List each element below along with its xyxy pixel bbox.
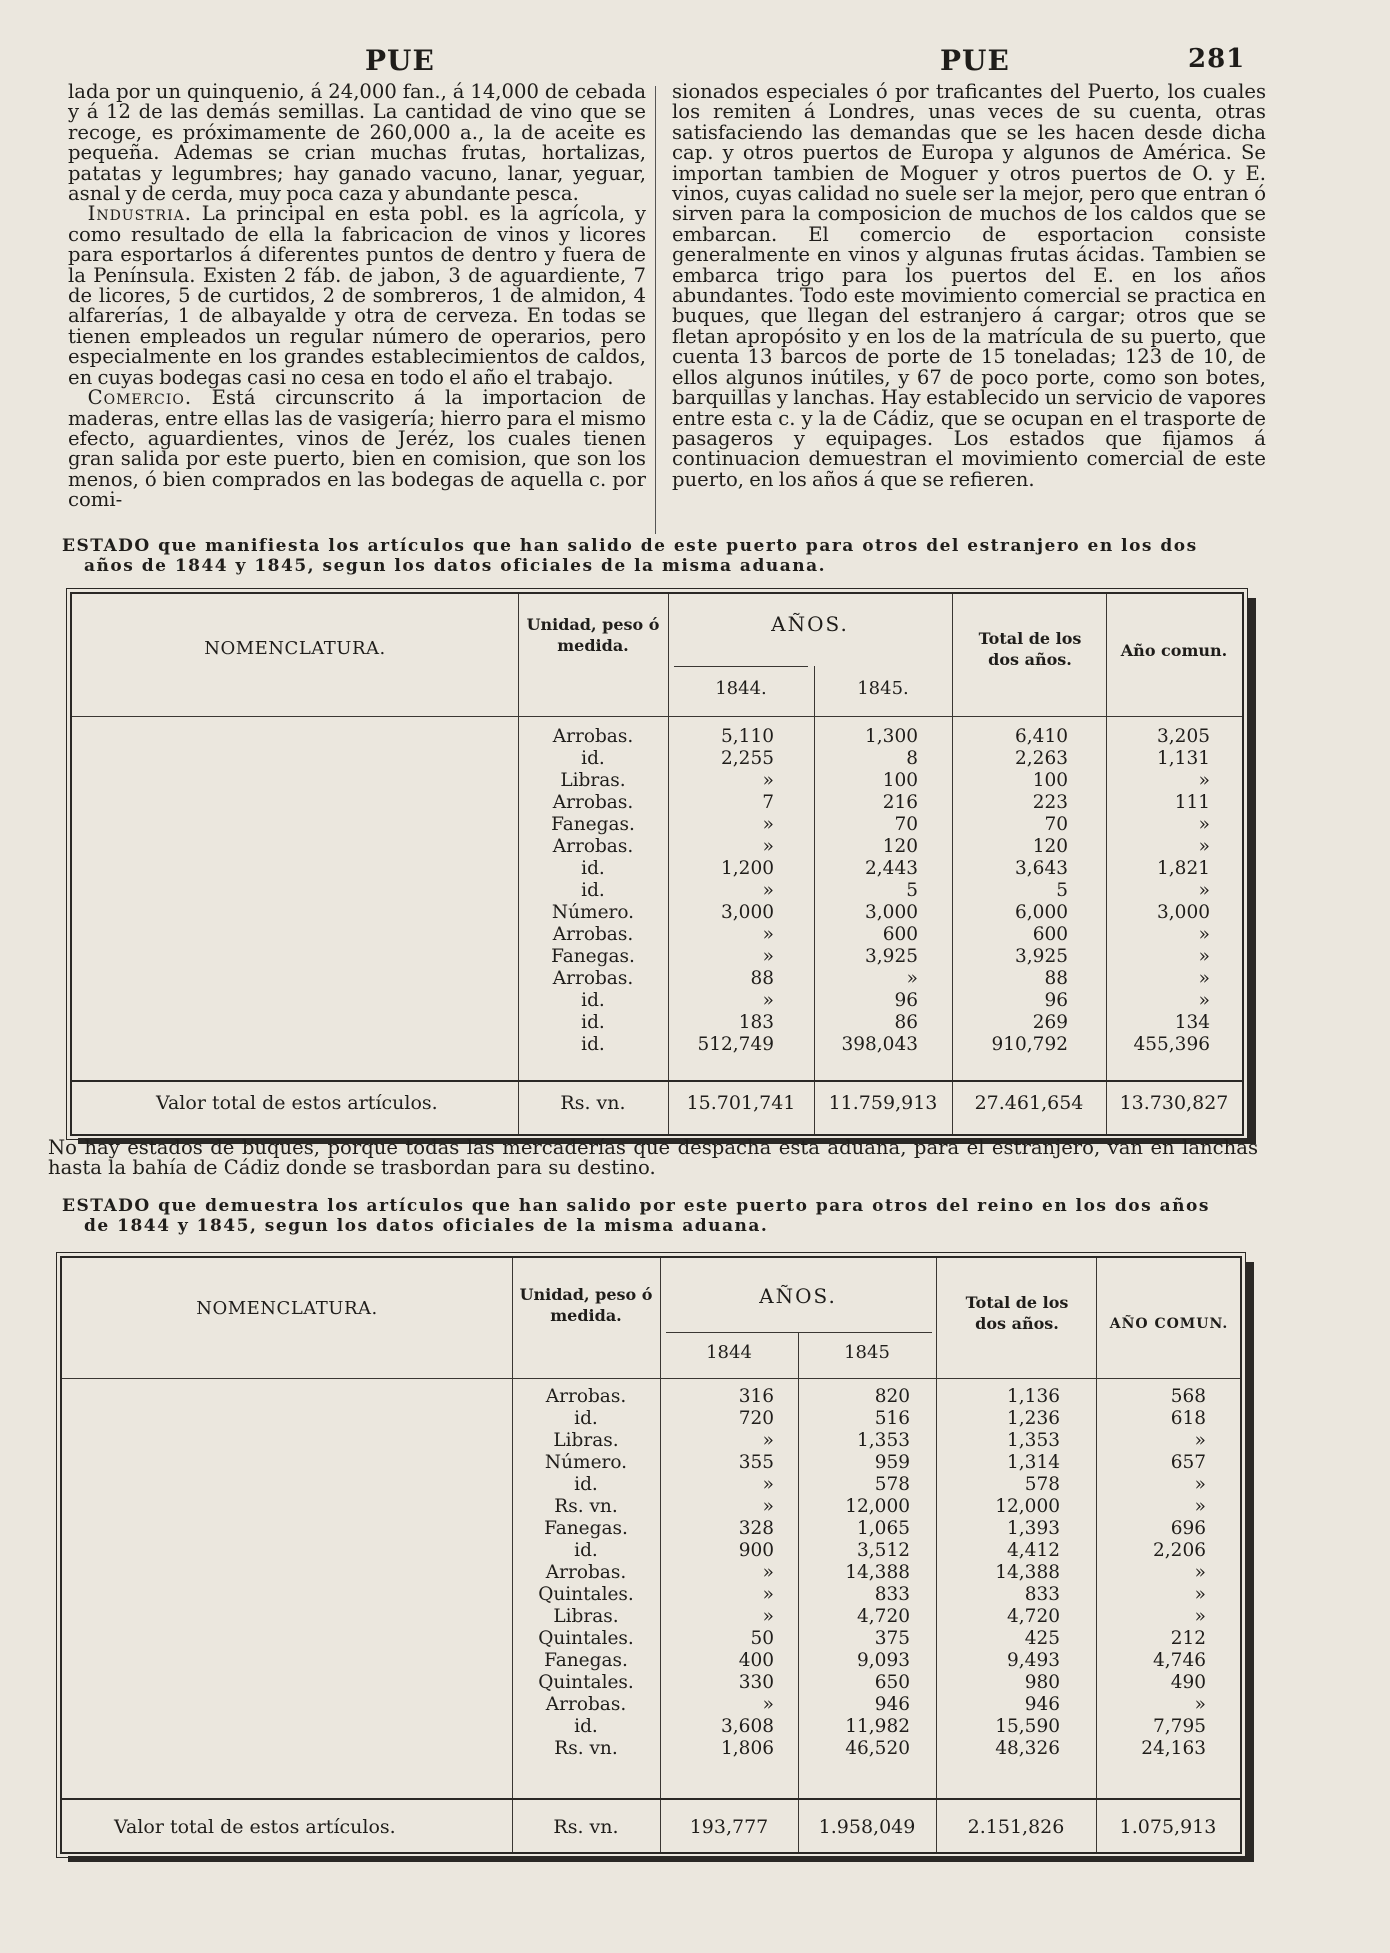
row-unit: id. bbox=[574, 1408, 598, 1429]
row-unit: Rs. vn. bbox=[554, 1738, 618, 1759]
row-1845: 3,512 bbox=[857, 1540, 910, 1561]
row-total: 1,353 bbox=[1007, 1430, 1060, 1451]
row-comun: 490 bbox=[1170, 1672, 1206, 1693]
row-comun: » bbox=[1198, 990, 1210, 1011]
row-comun: 4,746 bbox=[1153, 1650, 1206, 1671]
table-row bbox=[62, 1518, 1240, 1540]
row-unit: Arrobas. bbox=[545, 1562, 627, 1583]
row-total: 578 bbox=[1024, 1474, 1060, 1495]
row-unit: Arrobas. bbox=[545, 1694, 627, 1715]
row-comun: » bbox=[1194, 1474, 1206, 1495]
row-unit: Número. bbox=[551, 902, 635, 923]
row-1844: 900 bbox=[738, 1540, 774, 1561]
row-1845: 4,720 bbox=[857, 1606, 910, 1627]
row-total: 980 bbox=[1024, 1672, 1060, 1693]
row-1844: 88 bbox=[750, 968, 774, 989]
table2-header-1845: 1845 bbox=[844, 1342, 890, 1363]
row-total: 910,792 bbox=[991, 1034, 1068, 1055]
page-number: 281 bbox=[1188, 44, 1246, 74]
table1-header-total: Total de los dos años. bbox=[978, 629, 1082, 669]
row-unit: Arrobas. bbox=[545, 1386, 627, 1407]
row-1845: 516 bbox=[874, 1408, 910, 1429]
row-comun: 3,000 bbox=[1157, 902, 1210, 923]
table-row bbox=[62, 1452, 1240, 1474]
row-1845: 1,353 bbox=[857, 1430, 910, 1451]
row-unit: Libras. bbox=[560, 770, 626, 791]
row-total: 6,410 bbox=[1015, 726, 1068, 747]
table2-total-sum: 2.151,826 bbox=[967, 1816, 1065, 1838]
table2-total-unit: Rs. vn. bbox=[553, 1816, 619, 1838]
table2-header-comun: AÑO COMUN. bbox=[1109, 1316, 1229, 1332]
row-comun: 618 bbox=[1170, 1408, 1206, 1429]
row-1845: 375 bbox=[874, 1628, 910, 1649]
table-row bbox=[72, 792, 1242, 814]
row-1845: 3,925 bbox=[865, 946, 918, 967]
table2-caption-line1: ESTADO que demuestra los artículos que han salido por este puerto para otros del reino en los dos años bbox=[62, 1196, 1210, 1216]
row-unit: Número. bbox=[544, 1452, 628, 1473]
table-row bbox=[62, 1408, 1240, 1430]
table2-header-unidad: Unidad, peso ó medida. bbox=[519, 1285, 653, 1325]
row-comun: » bbox=[1194, 1430, 1206, 1451]
row-1845: 398,043 bbox=[841, 1034, 918, 1055]
row-total: 269 bbox=[1032, 1012, 1068, 1033]
row-total: 600 bbox=[1032, 924, 1068, 945]
row-1844: 1,200 bbox=[721, 858, 774, 879]
table-row bbox=[62, 1386, 1240, 1408]
row-1844: » bbox=[762, 1606, 774, 1627]
row-1845: 86 bbox=[894, 1012, 918, 1033]
table1-caption-line1: ESTADO que manifiesta los artículos que han salido de este puerto para otros del estranjero en los dos bbox=[62, 536, 1198, 556]
table2-header-anos: AÑOS. bbox=[759, 1284, 837, 1308]
row-1845: 46,520 bbox=[845, 1738, 910, 1759]
row-1844: 330 bbox=[738, 1672, 774, 1693]
row-1845: 833 bbox=[874, 1584, 910, 1605]
row-unit: id. bbox=[574, 1716, 598, 1737]
row-1845: 578 bbox=[874, 1474, 910, 1495]
row-comun: » bbox=[1194, 1606, 1206, 1627]
row-comun: » bbox=[1198, 880, 1210, 901]
section-head-comercio: Comercio. bbox=[87, 386, 193, 410]
row-1845: 820 bbox=[874, 1386, 910, 1407]
row-1844: » bbox=[762, 836, 774, 857]
row-unit: Libras. bbox=[553, 1430, 619, 1451]
row-total: 223 bbox=[1032, 792, 1068, 813]
row-unit: id. bbox=[581, 858, 605, 879]
row-1844: 316 bbox=[738, 1386, 774, 1407]
table-row bbox=[62, 1562, 1240, 1584]
table2-total-comun: 1.075,913 bbox=[1119, 1816, 1217, 1838]
table1-header-1845: 1845. bbox=[857, 678, 909, 699]
row-1844: 400 bbox=[738, 1650, 774, 1671]
row-1844: » bbox=[762, 1430, 774, 1451]
row-total: 48,326 bbox=[995, 1738, 1060, 1759]
row-total: 88 bbox=[1044, 968, 1068, 989]
row-total: 100 bbox=[1032, 770, 1068, 791]
paragraph-produccion: lada por un quinquenio, á 24,000 fan., á 14,000 de cebada y á 12 de las demás semillas. La cantidad de vino que se recoge, es próximamente de 260,000 a., la de aceite es pequeña. Ademas se crian muchas frutas, hortalizas, patatas y legumbres; hay ganado vacuno, lanar, yeguar, asnal y de cerda, muy poca caza y abundante pesca. bbox=[68, 80, 646, 206]
row-total: 3,643 bbox=[1015, 858, 1068, 879]
table2-total-1844: 193,777 bbox=[689, 1816, 769, 1838]
row-1845: 100 bbox=[882, 770, 918, 791]
table2-header-total: Total de los dos años. bbox=[965, 1293, 1069, 1333]
row-1845: 9,093 bbox=[857, 1650, 910, 1671]
table1-header-comun: Año comun. bbox=[1120, 641, 1228, 660]
table1-export-foreign bbox=[70, 592, 1244, 1136]
row-1844: » bbox=[762, 1474, 774, 1495]
row-comun: » bbox=[1194, 1584, 1206, 1605]
table1-caption bbox=[62, 536, 1262, 576]
row-1844: » bbox=[762, 924, 774, 945]
running-header-center: PUE bbox=[940, 44, 1010, 77]
table1-total-1845: 11.759,913 bbox=[828, 1092, 938, 1114]
row-comun: 455,396 bbox=[1133, 1034, 1210, 1055]
row-1845: » bbox=[906, 968, 918, 989]
row-total: 425 bbox=[1024, 1628, 1060, 1649]
table-row bbox=[72, 836, 1242, 858]
row-unit: id. bbox=[574, 1540, 598, 1561]
row-comun: 134 bbox=[1174, 1012, 1210, 1033]
table-row bbox=[72, 1034, 1242, 1056]
section-head-industria: Industria. bbox=[87, 202, 192, 226]
paragraph-comercio-cont: sionados especiales ó por traficantes del Puerto, los cuales los remiten á Londres, unas veces de su cuenta, otras satisfaciendo las demandas que se les hacen desde dicha cap. y otros puertos de Europa y algunos de América. Se importan tambien de Moguer y otros puertos de O. y E. vinos, cuyas calidad no suele ser la mejor, pero que entran ó sirven para la composicion de muchos de los caldos que se embarcan. El comercio de esportacion consiste generalmente en vinos y algunas frutas ácidas. Tambien se embarca trigo para los puertos del E. en los años abundantes. Todo este movimiento comercial se practica en buques, que llegan del estranjero á cargar; otros que se fletan apropósito y en los de la matrícula de su puerto, que cuenta 13 barcos de porte de 15 toneladas; 123 de 10, de ellos algunos inútiles, y 67 de poco porte, como son botes, barquillas y lanchas. Hay establecido un servicio de vapores entre esta c. y la de Cádiz, que se ocupan en el trasporte de pasageros y equipages. Los estados que fijamos á continuacion demuestran el movimiento comercial de este puerto, en los años á que se refieren. bbox=[672, 80, 1266, 491]
row-comun: » bbox=[1198, 836, 1210, 857]
table2-caption-line2: de 1844 y 1845, segun los datos oficiales de la misma aduana. bbox=[84, 1216, 769, 1236]
row-1845: 1,065 bbox=[857, 1518, 910, 1539]
row-total: 1,236 bbox=[1007, 1408, 1060, 1429]
row-unit: Fanegas. bbox=[551, 814, 635, 835]
table-row bbox=[62, 1738, 1240, 1760]
table-row bbox=[72, 880, 1242, 902]
row-1845: 946 bbox=[874, 1694, 910, 1715]
row-comun: » bbox=[1194, 1562, 1206, 1583]
table-row bbox=[62, 1628, 1240, 1650]
row-total: 70 bbox=[1044, 814, 1068, 835]
row-1844: 5,110 bbox=[721, 726, 774, 747]
row-total: 6,000 bbox=[1015, 902, 1068, 923]
row-comun: 3,205 bbox=[1157, 726, 1210, 747]
table-row bbox=[62, 1694, 1240, 1716]
row-unit: Quintales. bbox=[538, 1584, 634, 1605]
row-unit: Arrobas. bbox=[552, 924, 634, 945]
table-row bbox=[72, 902, 1242, 924]
row-unit: id. bbox=[581, 990, 605, 1011]
row-1845: 600 bbox=[882, 924, 918, 945]
row-unit: Arrobas. bbox=[552, 836, 634, 857]
table1-header-nomenclatura: NOMENCLATURA. bbox=[204, 638, 386, 659]
row-1844: » bbox=[762, 1562, 774, 1583]
table-row bbox=[72, 1012, 1242, 1034]
row-1844: » bbox=[762, 880, 774, 901]
table-row bbox=[62, 1716, 1240, 1738]
row-total: 4,412 bbox=[1007, 1540, 1060, 1561]
row-1845: 11,982 bbox=[845, 1716, 910, 1737]
row-comun: 568 bbox=[1170, 1386, 1206, 1407]
table-row bbox=[62, 1672, 1240, 1694]
row-1845: 8 bbox=[906, 748, 918, 769]
row-comun: » bbox=[1198, 770, 1210, 791]
table-row bbox=[62, 1584, 1240, 1606]
row-unit: id. bbox=[581, 1012, 605, 1033]
table-row bbox=[72, 858, 1242, 880]
row-1845: 96 bbox=[894, 990, 918, 1011]
row-total: 1,314 bbox=[1007, 1452, 1060, 1473]
table2-export-kingdom bbox=[60, 1256, 1242, 1854]
row-1845: 120 bbox=[882, 836, 918, 857]
row-comun: 24,163 bbox=[1141, 1738, 1206, 1759]
row-1845: 5 bbox=[906, 880, 918, 901]
row-1844: » bbox=[762, 946, 774, 967]
row-unit: Fanegas. bbox=[544, 1518, 628, 1539]
row-1845: 12,000 bbox=[845, 1496, 910, 1517]
row-unit: Arrobas. bbox=[552, 792, 634, 813]
row-unit: Rs. vn. bbox=[554, 1496, 618, 1517]
industria-text: La principal en esta pobl. es la agrícola, y como resultado de ella la fabricacion de vinos y licores para esportarlos á diferentes puntos de dentro y fuera de la Península. Existen 2 fáb. de jabon, 3 de aguardiente, 7 de licores, 5 de curtidos, 2 de sombreros, 1 de almidon, 4 alfarerías, 1 de albayalde y otra de cerveza. En todas se tienen empleados un regular número de operarios, pero especialmente en los grandes establecimientos de caldos, en cuyas bodegas casi no cesa en todo el año el trabajo. bbox=[68, 202, 646, 389]
row-total: 1,393 bbox=[1007, 1518, 1060, 1539]
table1-header-unidad: Unidad, peso ó medida. bbox=[526, 615, 660, 655]
row-1844: » bbox=[762, 814, 774, 835]
row-1845: 70 bbox=[894, 814, 918, 835]
row-1844: 2,255 bbox=[721, 748, 774, 769]
table-row bbox=[62, 1430, 1240, 1452]
row-unit: id. bbox=[574, 1474, 598, 1495]
row-total: 120 bbox=[1032, 836, 1068, 857]
table-row bbox=[72, 770, 1242, 792]
row-1844: 1,806 bbox=[721, 1738, 774, 1759]
row-unit: id. bbox=[581, 880, 605, 901]
row-comun: 657 bbox=[1170, 1452, 1206, 1473]
row-1845: 650 bbox=[874, 1672, 910, 1693]
row-1844: 328 bbox=[738, 1518, 774, 1539]
row-1844: » bbox=[762, 990, 774, 1011]
comercio-text: Está circunscrito á la importacion de maderas, entre ellas las de vasigería; hierro para el mismo efecto, aguardientes, vinos de Jeréz, los cuales tienen gran salida por este puerto, bien en comision, que son los menos, ó bien comprados en las bodegas de aquella c. por comi- bbox=[68, 386, 646, 512]
table-row bbox=[62, 1650, 1240, 1672]
table1-total-comun: 13.730,827 bbox=[1119, 1092, 1229, 1114]
row-comun: » bbox=[1194, 1496, 1206, 1517]
row-total: 12,000 bbox=[995, 1496, 1060, 1517]
row-total: 1,136 bbox=[1007, 1386, 1060, 1407]
row-total: 3,925 bbox=[1015, 946, 1068, 967]
row-1845: 14,388 bbox=[845, 1562, 910, 1583]
row-unit: Libras. bbox=[553, 1606, 619, 1627]
row-total: 96 bbox=[1044, 990, 1068, 1011]
row-1844: 512,749 bbox=[697, 1034, 774, 1055]
table1-total-label: Valor total de estos artículos. bbox=[156, 1092, 438, 1114]
row-unit: Fanegas. bbox=[551, 946, 635, 967]
row-1845: 1,300 bbox=[865, 726, 918, 747]
table-row bbox=[62, 1606, 1240, 1628]
row-1845: 2,443 bbox=[865, 858, 918, 879]
row-comun: » bbox=[1198, 968, 1210, 989]
row-total: 5 bbox=[1056, 880, 1068, 901]
table1-total-1844: 15.701,741 bbox=[686, 1092, 796, 1114]
row-total: 946 bbox=[1024, 1694, 1060, 1715]
table1-caption-line2: años de 1844 y 1845, segun los datos oficiales de la misma aduana. bbox=[84, 556, 827, 576]
note-no-ship-stats: No hay estados de buques, porque todas las mercaderías que despacha esta aduana, para el estranjero, van en lanchas hasta la bahía de Cádiz donde se trasbordan para su destino. bbox=[48, 1136, 1258, 1179]
table-row bbox=[72, 946, 1242, 968]
row-1844: » bbox=[762, 1584, 774, 1605]
row-comun: 1,821 bbox=[1157, 858, 1210, 879]
row-total: 9,493 bbox=[1007, 1650, 1060, 1671]
running-header-left: PUE bbox=[365, 44, 435, 77]
table2-caption bbox=[62, 1196, 1262, 1236]
row-total: 14,388 bbox=[995, 1562, 1060, 1583]
column-divider bbox=[655, 86, 656, 534]
row-unit: Arrobas. bbox=[552, 968, 634, 989]
row-unit: Arrobas. bbox=[552, 726, 634, 747]
row-total: 833 bbox=[1024, 1584, 1060, 1605]
row-comun: » bbox=[1198, 814, 1210, 835]
table-row bbox=[72, 726, 1242, 748]
row-comun: 212 bbox=[1170, 1628, 1206, 1649]
table2-header-1844: 1844 bbox=[706, 1342, 752, 1363]
table-row bbox=[62, 1474, 1240, 1496]
table2-total-label: Valor total de estos artículos. bbox=[114, 1816, 396, 1838]
row-comun: » bbox=[1198, 924, 1210, 945]
row-1845: 3,000 bbox=[865, 902, 918, 923]
table1-header-1844: 1844. bbox=[715, 678, 767, 699]
row-total: 4,720 bbox=[1007, 1606, 1060, 1627]
row-1844: » bbox=[762, 770, 774, 791]
row-unit: Quintales. bbox=[538, 1628, 634, 1649]
row-total: 2,263 bbox=[1015, 748, 1068, 769]
row-comun: 1,131 bbox=[1157, 748, 1210, 769]
row-unit: id. bbox=[581, 748, 605, 769]
row-1844: 50 bbox=[750, 1628, 774, 1649]
table-row bbox=[72, 748, 1242, 770]
row-1844: 3,000 bbox=[721, 902, 774, 923]
left-text-column bbox=[68, 82, 646, 511]
row-1845: 959 bbox=[874, 1452, 910, 1473]
table1-total-sum: 27.461,654 bbox=[974, 1092, 1084, 1114]
table-row bbox=[72, 968, 1242, 990]
paragraph-comercio bbox=[68, 388, 646, 510]
paragraph-industria bbox=[68, 204, 646, 388]
table1-header-anos: AÑOS. bbox=[771, 612, 849, 636]
table-row bbox=[72, 924, 1242, 946]
table-row bbox=[72, 814, 1242, 836]
row-comun: 2,206 bbox=[1153, 1540, 1206, 1561]
row-comun: » bbox=[1194, 1694, 1206, 1715]
row-1845: 216 bbox=[882, 792, 918, 813]
row-1844: 183 bbox=[738, 1012, 774, 1033]
row-1844: 355 bbox=[738, 1452, 774, 1473]
row-1844: » bbox=[762, 1694, 774, 1715]
table1-total-unit: Rs. vn. bbox=[560, 1092, 626, 1114]
row-1844: 7 bbox=[762, 792, 774, 813]
row-unit: id. bbox=[581, 1034, 605, 1055]
row-unit: Fanegas. bbox=[544, 1650, 628, 1671]
row-1844: » bbox=[762, 1496, 774, 1517]
row-1844: 720 bbox=[738, 1408, 774, 1429]
row-1844: 3,608 bbox=[721, 1716, 774, 1737]
table-row bbox=[62, 1540, 1240, 1562]
row-comun: 7,795 bbox=[1153, 1716, 1206, 1737]
row-unit: Quintales. bbox=[538, 1672, 634, 1693]
table-row bbox=[62, 1496, 1240, 1518]
row-comun: » bbox=[1198, 946, 1210, 967]
row-total: 15,590 bbox=[995, 1716, 1060, 1737]
table-row bbox=[72, 990, 1242, 1012]
table2-header-nomenclatura: NOMENCLATURA. bbox=[196, 1298, 378, 1319]
right-text-column bbox=[672, 82, 1266, 490]
row-comun: 111 bbox=[1174, 792, 1210, 813]
row-comun: 696 bbox=[1170, 1518, 1206, 1539]
table2-total-1845: 1.958,049 bbox=[818, 1816, 916, 1838]
